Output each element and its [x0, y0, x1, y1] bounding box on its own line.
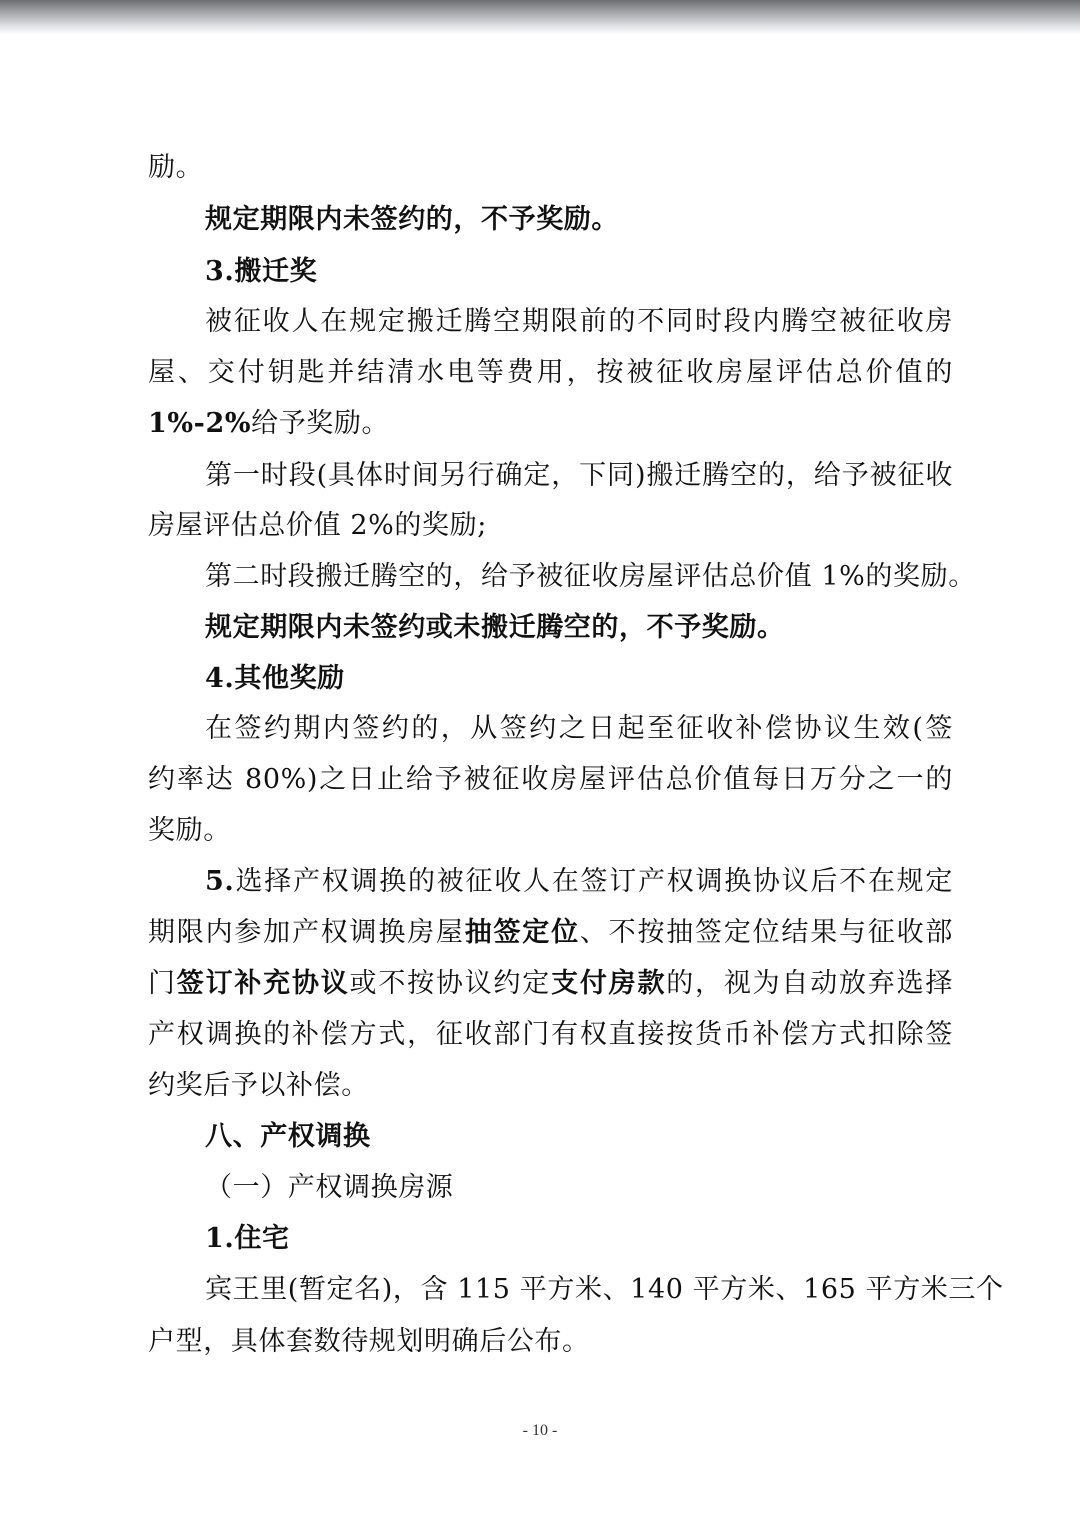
- bold-phrase: 签订补充协议: [176, 968, 350, 999]
- text-line: 在签约期内签约的，从签约之日起至征收补偿协议生效(签: [205, 713, 953, 744]
- text-line: 约率达 80%)之日止给予被征收房屋评估总价值每日万分之一的: [148, 764, 953, 795]
- bold-notice: 规定期限内未签约或未搬迁腾空的，不予奖励。: [205, 612, 785, 643]
- text-line: 约奖后予以补偿。: [148, 1070, 369, 1101]
- text-line: [148, 967, 953, 1001]
- text-line: 被征收人在规定搬迁腾空期限前的不同时段内腾空被征收房: [205, 306, 953, 337]
- text-fragment: 给予奖励。: [251, 408, 390, 439]
- text-line: 户型，具体套数待规划明确后公布。: [148, 1326, 590, 1357]
- bold-phrase: 支付房款: [551, 968, 667, 999]
- text-fragment: 门: [148, 968, 177, 999]
- bold-notice: 规定期限内未签约的，不予奖励。: [205, 204, 619, 235]
- item-number: 5.: [205, 866, 235, 897]
- section-heading-residence: 1.住宅: [205, 1223, 290, 1254]
- text-fragment: 、不按抽签定位结果与征收部: [579, 917, 953, 948]
- subsection-heading: （一）产权调换房源: [205, 1172, 454, 1203]
- page-number: - 10 -: [522, 1422, 558, 1439]
- text-line: 房屋评估总价值 2%的奖励;: [148, 510, 487, 541]
- text-line: [205, 865, 953, 899]
- text-fragment: 期限内参加产权调换房屋: [148, 917, 465, 948]
- text-line: [148, 407, 953, 441]
- text-line: [148, 916, 953, 950]
- text-line: 宾王里(暂定名)，含 115 平方米、140 平方米、165 平方米三个: [205, 1274, 1004, 1305]
- text-line: 第一时段(具体时间另行确定，下同)搬迁腾空的，给予被征收: [205, 460, 953, 491]
- text-line: 励。: [148, 152, 204, 183]
- text-line: 第二时段搬迁腾空的，给予被征收房屋评估总价值 1%的奖励。: [205, 561, 976, 592]
- text-line: 奖励。: [148, 815, 231, 846]
- bold-phrase: 抽签定位: [464, 917, 580, 948]
- text-line: 屋、交付钥匙并结清水电等费用，按被征收房屋评估总价值的: [148, 357, 953, 388]
- section-heading-relocation-award: 3.搬迁奖: [205, 256, 318, 287]
- chapter-heading: 八、产权调换: [205, 1121, 371, 1152]
- text-line: 产权调换的补偿方式，征收部门有权直接按货币补偿方式扣除签: [148, 1019, 953, 1050]
- text-fragment: 或不按协议约定: [349, 968, 552, 999]
- bold-percentage: 1%-2%: [148, 408, 252, 439]
- text-fragment: 的，视为自动放弃选择: [666, 968, 953, 999]
- text-fragment: 选择产权调换的被征收人在签订产权调换协议后不在规定: [234, 866, 953, 897]
- section-heading-other-awards: 4.其他奖励: [205, 663, 345, 694]
